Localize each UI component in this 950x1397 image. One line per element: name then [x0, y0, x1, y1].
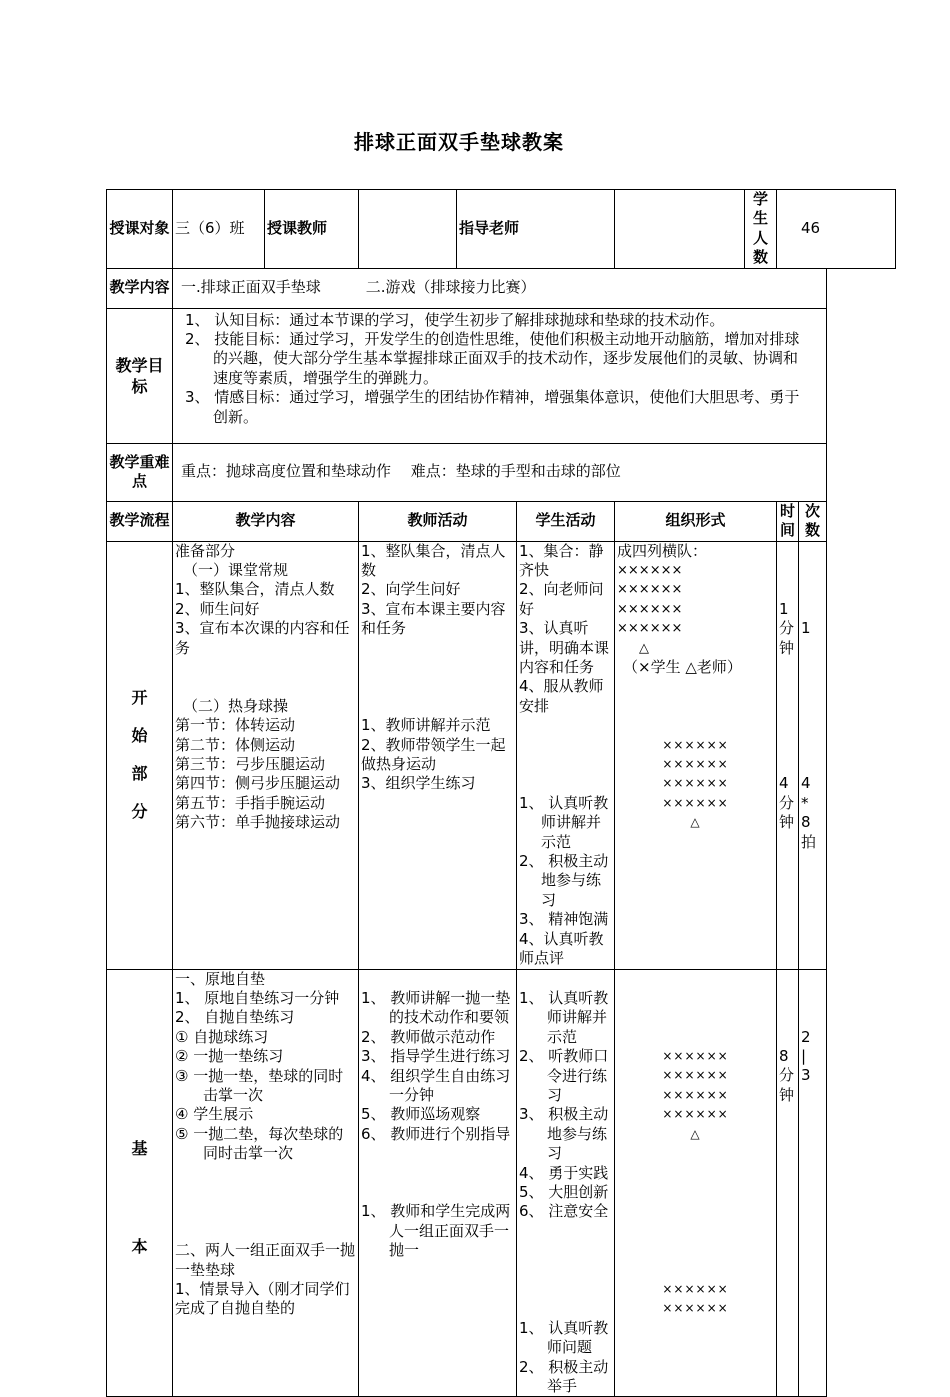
content-text-cell — [173, 268, 827, 308]
goal-item: 2、 技能目标：通过学习，开发学生的创造性思维，使他们积极主动地开动脑筋，增加对排球的兴趣，使大部分学生基本掌握排球正面双手的技术动作，逐步发展他们的灵敏、协调和速度等素质，增强学生的弹跳力。 — [185, 330, 800, 387]
basic-content-cell: 一、原地自垫 1、 原地自垫练习一分钟 2、 自抛自垫练习 ① 自抛球练习 ② 一抛一垫练习 ③ 一抛一垫，垫球的同时击掌一次 ④ 学生展示 ⑤ 一抛二垫，每次垫球的同时击掌一次 二、两人一组正面双手一抛一垫垫球 1、情景导入（刚才同学们完成了自抛自垫的 — [173, 969, 359, 1397]
col-teacher: 教师活动 — [359, 501, 517, 541]
start-org-cell: 成四列横队： ×××××× ×××××× ×××××× ×××××× △ （×学生 △老师） ×××××× ×××××× ×××××× ×××××× △ — [615, 541, 777, 969]
content-label-cell — [107, 268, 173, 308]
teacher-value-cell — [359, 190, 457, 269]
basic-time-cell: 8 分 钟 — [777, 969, 799, 1397]
basic-student-cell: 1、 认真听教师讲解并示范 2、 听教师口令进行练习 3、 积极主动地参与练习 4、 勇于实践 5、 大胆创新 6、 注意安全 1、 认真听教师问题 2、 积极主动举手 — [517, 969, 615, 1397]
basic-org-cell: ×××××× ×××××× ×××××× ×××××× △ ×××××× ×××××× — [615, 969, 777, 1397]
start-label-cell — [107, 541, 173, 969]
goals-label-cell — [107, 308, 173, 443]
col-content: 教学内容 — [173, 501, 359, 541]
keypoints-text-cell — [173, 443, 827, 501]
class-cell — [173, 190, 265, 269]
teacher-label: 授课教师 — [267, 219, 328, 238]
start-label-char: 分 — [131, 802, 148, 822]
content-text: 一.排球正面双手垫球 二.游戏（排球接力比赛） — [181, 278, 536, 297]
col-org: 组织形式 — [615, 501, 777, 541]
goals-label: 教学目标 — [115, 355, 164, 396]
students-value: 46 — [801, 219, 821, 238]
basic-label-char: 基 — [131, 1138, 148, 1158]
students-value-cell — [777, 190, 896, 269]
keypoints-text: 重点：抛球高度位置和垫球动作 难点：垫球的手型和击球的部位 — [181, 462, 621, 481]
basic-label-cell — [107, 969, 173, 1397]
class-value: 三（6）班 — [175, 219, 245, 238]
goal-item: 1、 认知目标：通过本节课的学习，使学生初步了解排球抛球和垫球的技术动作。 — [185, 310, 725, 329]
col-student: 学生活动 — [517, 501, 615, 541]
col-count: 次数 — [799, 501, 827, 541]
teacher-label-cell — [265, 190, 359, 269]
col-time: 时间 — [777, 501, 799, 541]
target-label-cell — [107, 190, 173, 269]
goals-cell — [173, 308, 827, 443]
start-student-cell: 1、集合：静齐快 2、向老师问好 3、认真听讲，明确本课内容和任务 4、服从教师安排 1、 认真听教师讲解并示范 2、 积极主动地参与练习 3、 精神饱满 4、认真听教师点评 — [517, 541, 615, 969]
keypoints-label-cell — [107, 443, 173, 501]
advisor-label: 指导老师 — [459, 219, 520, 238]
lesson-plan-table — [106, 189, 896, 1397]
start-label-char: 始 — [131, 726, 148, 746]
advisor-label-cell — [457, 190, 615, 269]
basic-teacher-cell: 1、 教师讲解一抛一垫的技术动作和要领 2、 教师做示范动作 3、 指导学生进行练习 4、 组织学生自由练习一分钟 5、 教师巡场观察 6、 教师进行个别指导 1、 教师和学生完成两人一组正面双手一抛一 — [359, 969, 517, 1397]
col-flow: 教学流程 — [107, 501, 173, 541]
content-label: 教学内容 — [109, 278, 170, 297]
advisor-value-cell — [615, 190, 745, 269]
students-label-cell — [745, 190, 777, 269]
start-time-cell: 1 分 钟 4 分 钟 — [777, 541, 799, 969]
page-title: 排球正面双手垫球教案 — [354, 130, 564, 154]
basic-label-char: 本 — [131, 1236, 148, 1256]
start-count-cell: 1 4 * 8 拍 — [799, 541, 827, 969]
keypoints-label: 教学重难点 — [109, 452, 170, 491]
basic-count-cell: 2 | 3 — [799, 969, 827, 1397]
target-label: 授课对象 — [109, 219, 170, 238]
start-label-char: 部 — [131, 764, 148, 784]
goal-item: 3、 情感目标：通过学习，增强学生的团结协作精神，增强集体意识，使他们大胆思考、勇于创新。 — [185, 388, 800, 426]
start-label-char: 开 — [131, 688, 148, 708]
students-label: 学生人数 — [753, 190, 769, 267]
start-teacher-cell: 1、整队集合，清点人数 2、向学生问好 3、宣布本课主要内容和任务 1、教师讲解并示范 2、教师带领学生一起做热身运动 3、组织学生练习 — [359, 541, 517, 969]
start-content-cell: 准备部分 （一）课堂常规 1、整队集合，清点人数 2、师生问好 3、宣布本次课的内容和任务 （二）热身球操 第一节：体转运动 第二节：体侧运动 第三节：弓步压腿运动 第四节：侧弓步压腿运动 第五节：手指手腕运动 第六节：单手抛接球运动 — [173, 541, 359, 969]
